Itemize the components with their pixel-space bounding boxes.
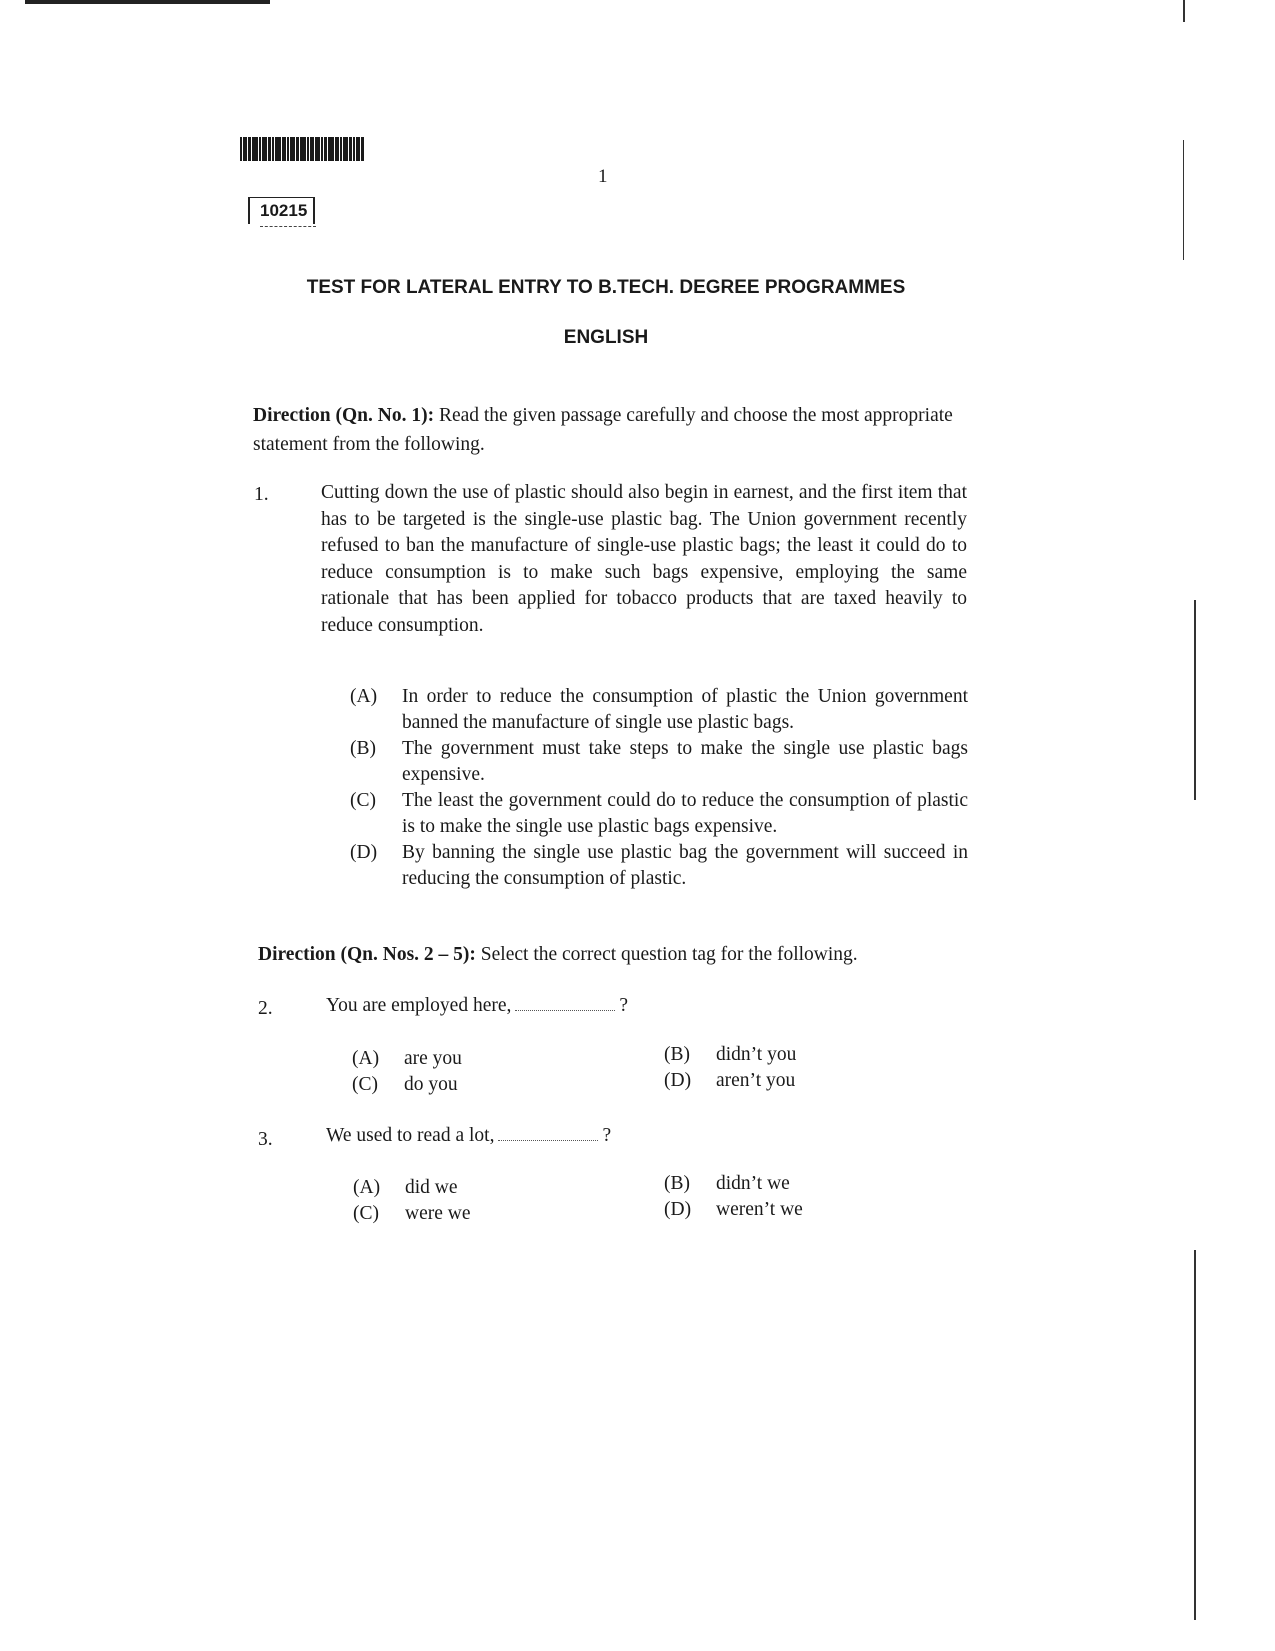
direction-q2-5-text: Select the correct question tag for the following. (475, 944, 858, 965)
option-text: The government must take steps to make the single use plastic bags expensive. (402, 738, 968, 785)
paper-code (248, 197, 315, 224)
scan-edge-bar (25, 0, 270, 4)
option-label: (D) (664, 1070, 692, 1091)
q2-option-c (352, 1072, 458, 1098)
question-number: 2. (258, 998, 273, 1019)
q1-options (350, 684, 968, 892)
question-number: 3. (258, 1129, 273, 1150)
q3-option-c (353, 1201, 471, 1227)
paper-code-text: 10215 (260, 201, 308, 220)
q2-option-b (664, 1042, 796, 1068)
option-label: (B) (350, 738, 376, 759)
barcode (240, 137, 376, 161)
option-label: (C) (350, 790, 376, 811)
page-number: 1 (598, 166, 608, 187)
subject-heading: ENGLISH (563, 327, 649, 348)
scan-edge-mark (1183, 0, 1185, 22)
option-text: were we (405, 1203, 471, 1224)
option-text: weren’t we (716, 1199, 803, 1220)
question-number: 1. (254, 484, 269, 505)
q3-option-b (664, 1171, 790, 1197)
option-text: By banning the single use plastic bag the government will succeed in reducing the consumption of plastic. (402, 842, 968, 889)
q1-option-d (350, 840, 968, 892)
direction-q1-text: Read the given passage carefully and choose the most appropriate statement from the following. (253, 405, 953, 455)
option-label: (C) (352, 1074, 378, 1095)
option-label: (D) (350, 842, 378, 863)
option-text: The least the government could do to reduce the consumption of plastic is to make the single use plastic bags expensive. (402, 790, 968, 837)
option-text: In order to reduce the consumption of plastic the Union government banned the manufacture of single use plastic bags. (402, 686, 968, 733)
q3-option-a (353, 1175, 458, 1201)
direction-q1 (253, 401, 965, 459)
direction-q1-label: Direction (Qn. No. 1): (253, 405, 435, 426)
option-label: (D) (664, 1199, 692, 1220)
scan-edge-line (1183, 140, 1184, 260)
option-text: didn’t we (716, 1173, 790, 1194)
q2-stem-end: ? (619, 995, 629, 1016)
q2-option-d (664, 1068, 795, 1094)
q1-option-c (350, 788, 968, 840)
option-text: do you (404, 1074, 458, 1095)
scan-edge-line (1194, 1250, 1196, 1620)
q3-stem (326, 1125, 611, 1147)
q3-option-d (664, 1197, 803, 1223)
q1-option-a (350, 684, 968, 736)
option-text: did we (405, 1177, 458, 1198)
q2-stem (326, 995, 628, 1017)
direction-q2-5 (258, 940, 978, 969)
option-label: (A) (350, 686, 378, 707)
option-text: are you (404, 1048, 462, 1069)
option-label: (A) (353, 1177, 381, 1198)
option-label: (B) (664, 1044, 690, 1065)
answer-blank (498, 1126, 598, 1141)
answer-blank (515, 996, 615, 1011)
option-label: (A) (352, 1048, 380, 1069)
q1-passage: Cutting down the use of plastic should also begin in earnest, and the first item that has to be targeted is the single-use plastic bag. The Union government recently refused to ban the manufacture of single-use plastic bags; the least it could do to reduce consumption is to make such bags expensive, employing the same rationale that has been applied for tobacco products that are taxed heavily to reduce consumption. (321, 482, 967, 636)
q2-stem-text: You are employed here, (326, 995, 512, 1016)
q2-option-a (352, 1046, 462, 1072)
scan-edge-line (1194, 600, 1196, 800)
direction-q2-5-label: Direction (Qn. Nos. 2 – 5): (258, 944, 476, 965)
q3-stem-end: ? (602, 1125, 612, 1146)
option-label: (C) (353, 1203, 379, 1224)
option-text: didn’t you (716, 1044, 797, 1065)
q3-stem-text: We used to read a lot, (326, 1125, 495, 1146)
exam-title: TEST FOR LATERAL ENTRY TO B.TECH. DEGREE PROGRAMMES (306, 277, 906, 298)
q1-option-b (350, 736, 968, 788)
option-text: aren’t you (716, 1070, 796, 1091)
option-label: (B) (664, 1173, 690, 1194)
